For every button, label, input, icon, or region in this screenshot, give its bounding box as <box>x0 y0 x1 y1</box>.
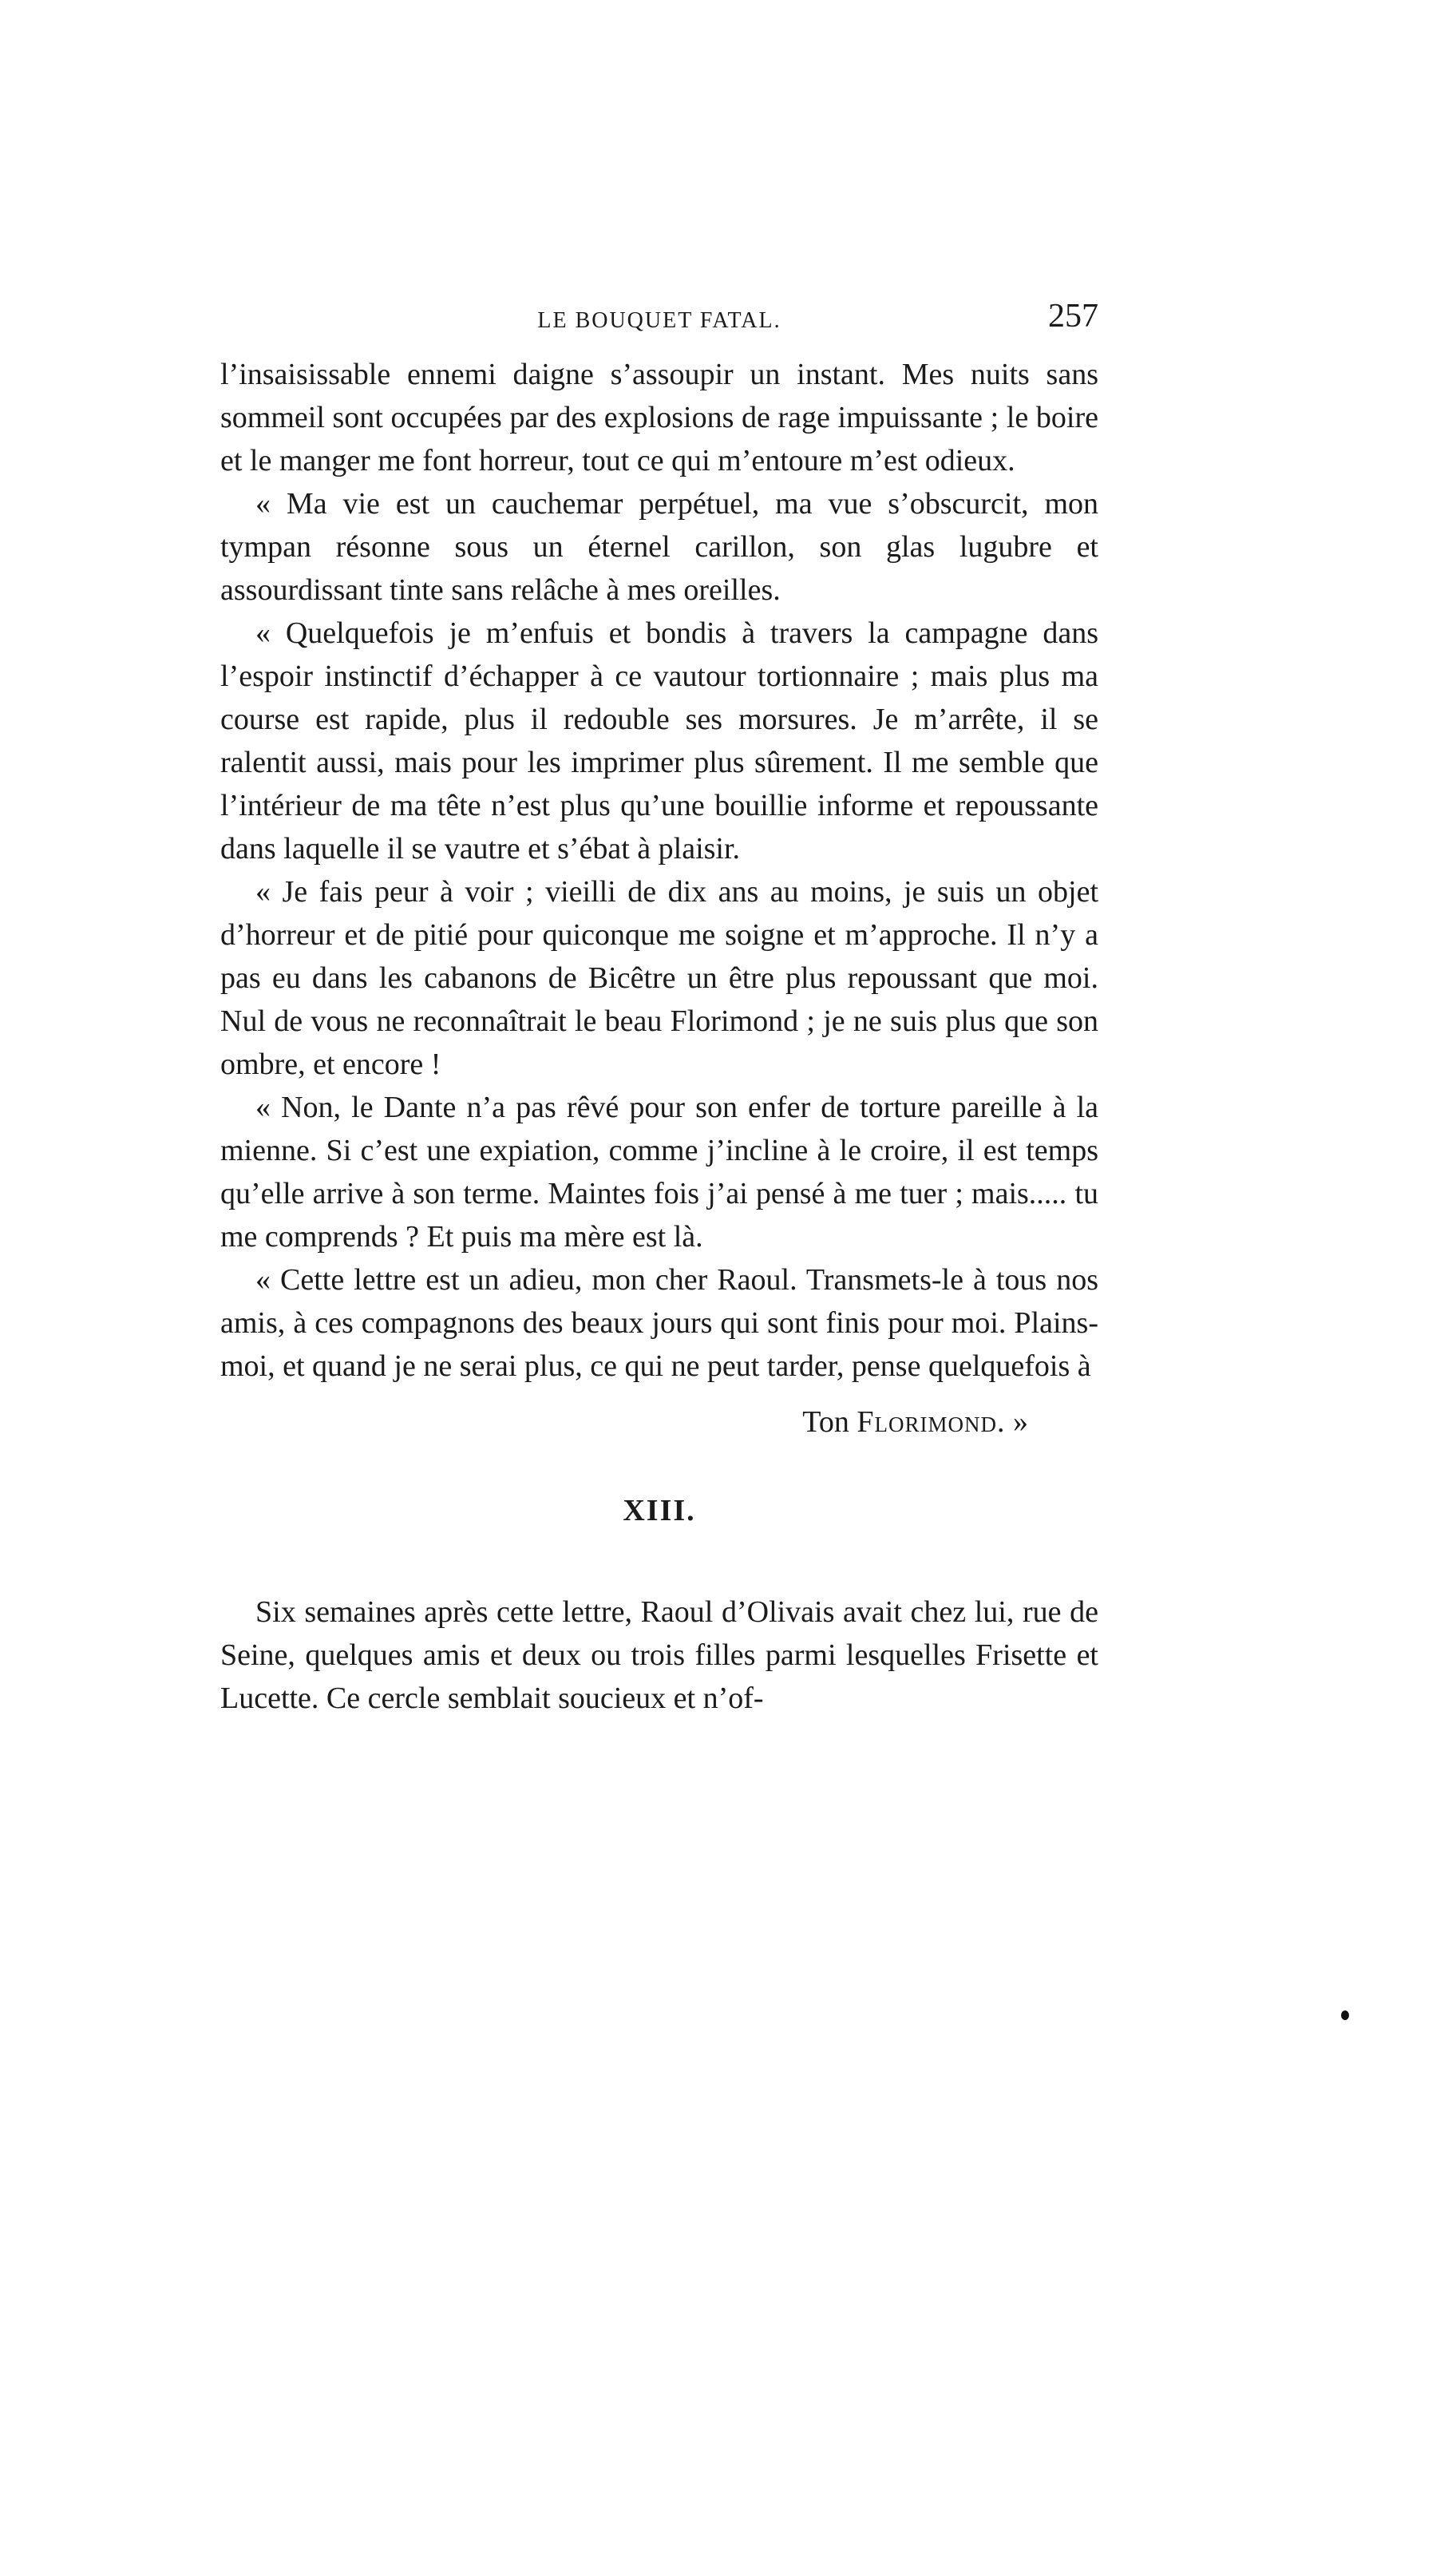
letter-signature <box>220 1400 1028 1444</box>
paragraph: « Non, le Dante n’a pas rêvé pour son enfer de torture pareille à la mienne. Si c’est une expiation, comme j’incline à le croire, il est temps qu’elle arrive à son terme. Maintes fois j’ai pensé à me tuer ; mais..... tu me comprends ? Et puis ma mère est là. <box>220 1091 1098 1254</box>
chapter-heading: XIII. <box>623 1494 696 1527</box>
page-number: 257 <box>1048 298 1098 335</box>
paragraph: « Quelquefois je m’enfuis et bondis à travers la campagne dans l’espoir instinctif d’échapper à ce vautour tortionnaire ; mais plus ma course est rapide, plus il redouble ses morsures. Je m’arrête, il se ralentit aussi, mais pour les imprimer plus sûrement. Il me semble que l’intérieur de ma tête n’est plus qu’une bouillie informe et repoussante dans laquelle il se vautre et s’ébat à plaisir. <box>220 616 1098 866</box>
ink-speck-decoration <box>1341 2010 1349 2020</box>
paragraph: « Je fais peur à voir ; vieilli de dix ans au moins, je suis un objet d’horreur et de pitié pour quiconque me soigne et m’approche. Il n’y a pas eu dans les cabanons de Bicêtre un être plus repoussant que moi. Nul de vous ne reconnaîtrait le beau Florimond ; je ne suis plus que son ombre, et encore ! <box>220 875 1098 1081</box>
paragraph: Six semaines après cette lettre, Raoul d’Olivais avait chez lui, rue de Seine, quelques amis et deux ou trois filles parmi lesquelles Frisette et Lucette. Ce cercle semblait soucieux et n’of- <box>220 1595 1098 1715</box>
running-title: LE BOUQUET FATAL. <box>537 308 781 333</box>
book-page <box>220 297 1098 1720</box>
signature-prefix: Ton <box>802 1405 849 1439</box>
section-text <box>220 1590 1098 1720</box>
signature-closing-quote: » <box>1013 1405 1028 1439</box>
signature-name: Florimond. <box>857 1405 1006 1439</box>
paragraph: « Cette lettre est un adieu, mon cher Raoul. Transmets-le à tous nos amis, à ces compagnons des beaux jours qui sont finis pour moi. Plains-moi, et quand je ne serai plus, ce qui ne peut tarder, pense quelquefois à <box>220 1263 1098 1383</box>
running-header <box>220 297 1098 353</box>
paragraph-continuation: l’insaisissable ennemi daigne s’assoupir un instant. Mes nuits sans sommeil sont occupées par des explosions de rage impuissante ; le boire et le manger me font horreur, tout ce qui m’entoure m’est odieux. <box>220 358 1098 477</box>
body-text <box>220 353 1098 1388</box>
paragraph: « Ma vie est un cauchemar perpétuel, ma vue s’obscurcit, mon tympan résonne sous un éternel carillon, son glas lugubre et assourdissant tinte sans relâche à mes oreilles. <box>220 487 1098 607</box>
